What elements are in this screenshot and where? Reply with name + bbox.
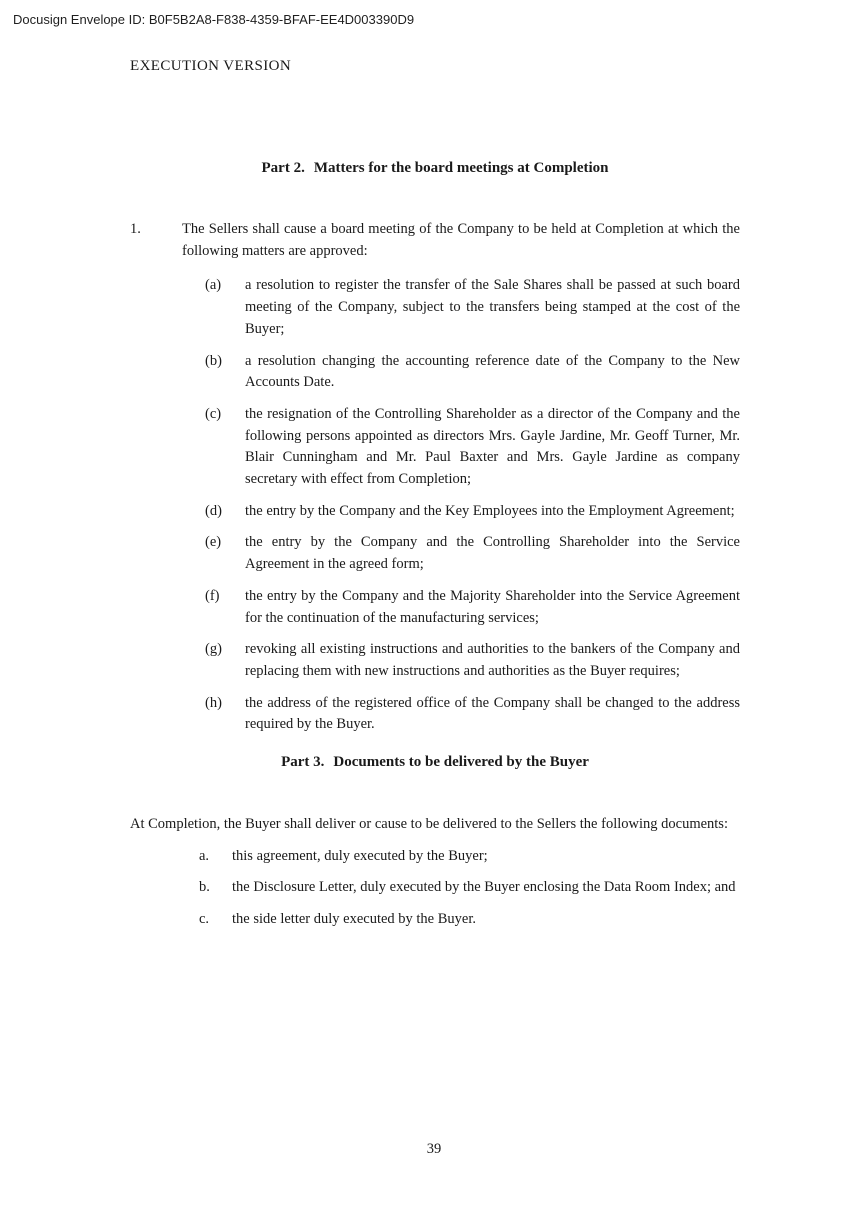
list-item-text: a resolution to register the transfer of the Sale Shares shall be passed at such board meeting of the Company, subject to the transfers being stamped at the cost of the Buyer; xyxy=(245,277,740,337)
list-item-text: the Disclosure Letter, duly executed by the Buyer enclosing the Data Room Index; and xyxy=(232,879,736,896)
list-item-text: the resignation of the Controlling Shareholder as a director of the Company and the following persons appointed as directors Mrs. Gayle Jardine, Mr. Geoff Turner, Mr. Blair Cunningham and Mr. Paul Baxter and Mrs. Gayle Jardine as company secretary with effect from Completion; xyxy=(245,405,740,488)
list-item-marker: (f) xyxy=(205,587,220,604)
list-item-text: the entry by the Company and the Key Employees into the Employment Agreement; xyxy=(245,502,735,519)
list-item-c xyxy=(130,404,740,491)
list-item-c xyxy=(130,909,740,931)
list-item-text: the side letter duly executed by the Buyer. xyxy=(232,911,477,928)
list-item-text: this agreement, duly executed by the Buyer; xyxy=(232,847,488,864)
list-item-marker: (c) xyxy=(205,405,222,422)
clause-text: The Sellers shall cause a board meeting of the Company to be held at Completion at which the following matters are approved: xyxy=(182,221,740,259)
part3-heading-title: Documents to be delivered by the Buyer xyxy=(333,754,589,771)
part2-heading-label: Part 2. xyxy=(261,160,305,176)
part2-heading-title: Matters for the board meetings at Completion xyxy=(313,160,609,176)
list-item-marker: c. xyxy=(199,911,210,928)
list-item-text: revoking all existing instructions and authorities to the bankers of the Company and replacing them with new instructions and authorities as the Buyer requires; xyxy=(245,641,740,679)
list-item-marker: a. xyxy=(199,847,210,864)
list-item-f xyxy=(130,586,740,629)
list-item-e xyxy=(130,532,740,575)
list-item-marker: (g) xyxy=(205,641,222,658)
list-item-marker: (e) xyxy=(205,534,222,551)
list-item-a xyxy=(130,275,740,340)
list-item-text: a resolution changing the accounting reference date of the Company to the New Accounts Date. xyxy=(245,352,740,391)
list-item-marker: b. xyxy=(199,879,210,896)
list-item-text: the entry by the Company and the Majority Shareholder into the Service Agreement for the continuation of the manufacturing services; xyxy=(245,587,740,626)
numbered-clause-1 xyxy=(130,219,740,262)
part3-heading xyxy=(130,751,740,773)
list-item-marker: (d) xyxy=(205,502,222,519)
part3-heading-label: Part 3. xyxy=(281,754,325,771)
list-item-marker: (a) xyxy=(205,277,222,294)
list-item-g xyxy=(130,639,740,682)
list-item-text: the entry by the Company and the Controlling Shareholder into the Service Agreement in the agreed form; xyxy=(245,534,740,573)
part2-subclause-list xyxy=(130,275,740,736)
clause-number: 1. xyxy=(130,221,141,237)
list-item-marker: (b) xyxy=(205,352,222,369)
page-number: 39 xyxy=(426,1141,442,1157)
document-body xyxy=(130,157,740,931)
part3-document-list xyxy=(130,846,740,931)
part3-intro-paragraph: At Completion, the Buyer shall deliver or cause to be delivered to the Sellers the following documents: xyxy=(130,816,728,833)
list-item-a xyxy=(130,846,740,868)
list-item-d xyxy=(130,501,740,523)
execution-version-label: EXECUTION VERSION xyxy=(130,58,292,74)
list-item-marker: (h) xyxy=(205,694,222,711)
list-item-b xyxy=(130,877,740,899)
list-item-b xyxy=(130,351,740,394)
docusign-envelope-id: Docusign Envelope ID: B0F5B2A8-F838-4359-BFAF-EE4D003390D9 xyxy=(13,12,415,27)
list-item-text: the address of the registered office of the Company shall be changed to the address required by the Buyer. xyxy=(245,694,740,733)
list-item-h xyxy=(130,693,740,736)
part2-heading xyxy=(130,157,740,179)
